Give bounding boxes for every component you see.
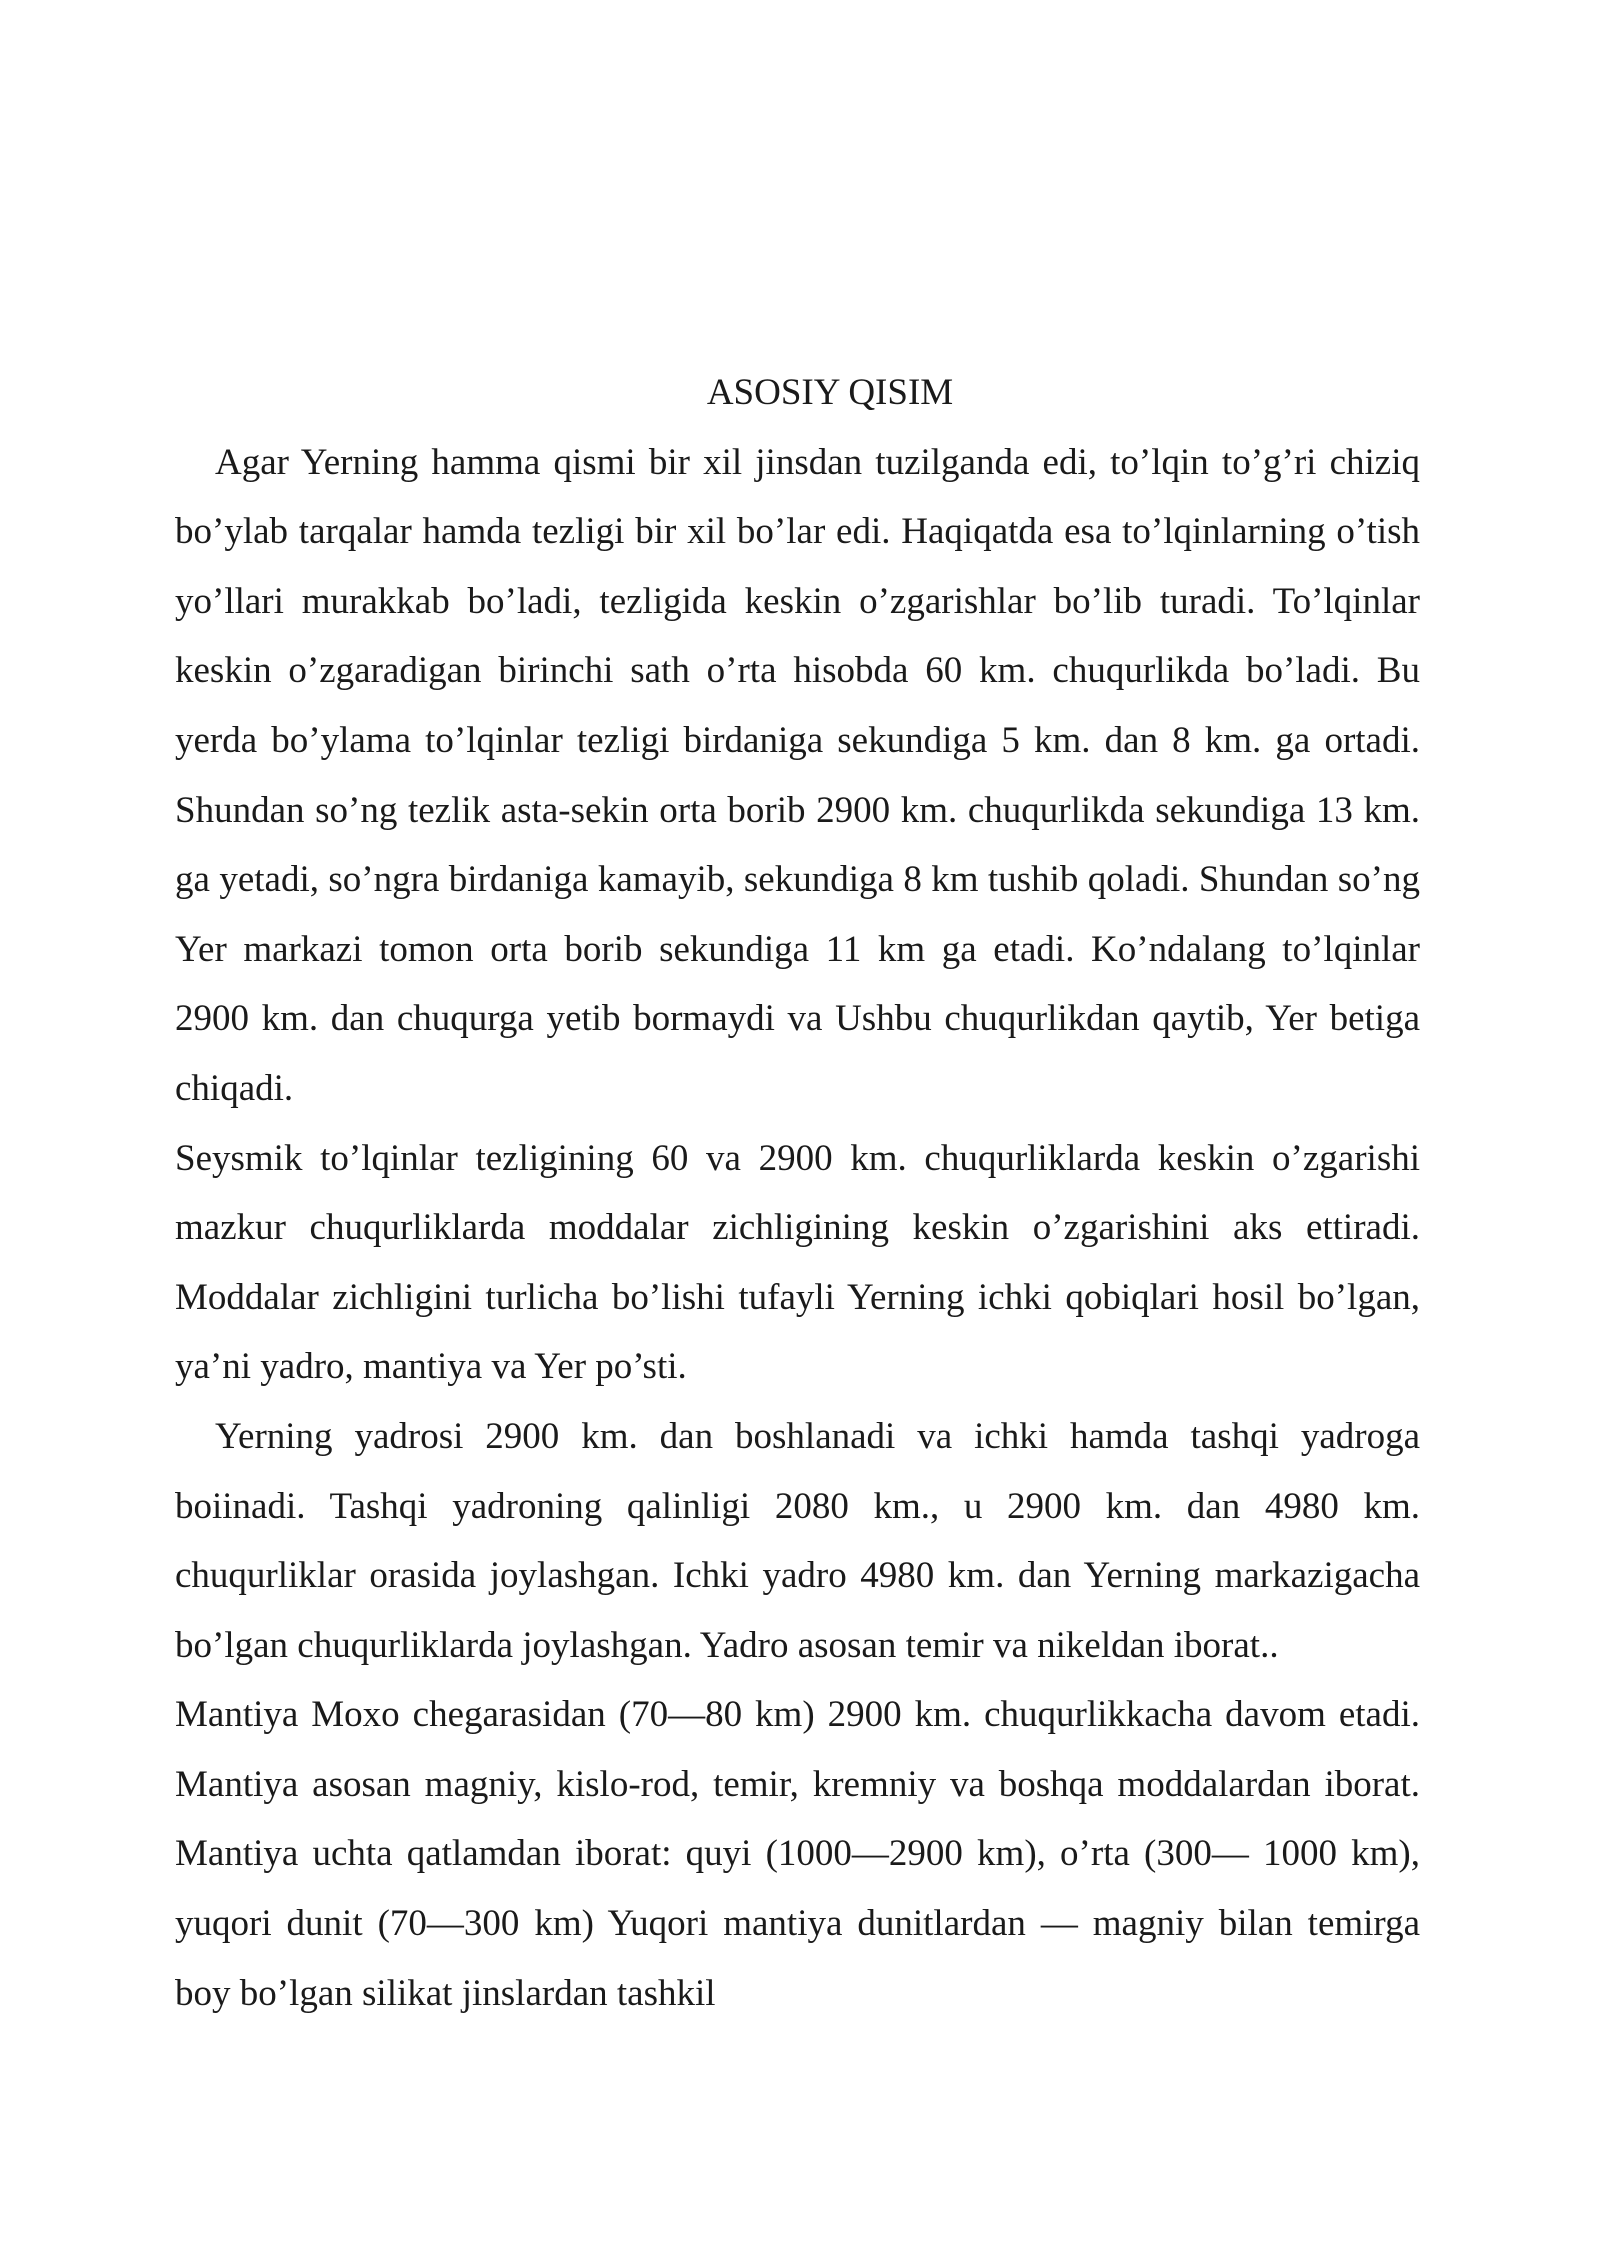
paragraph-seismic-density: Seysmik to’lqinlar tezligining 60 va 2900 km. chuqurliklarda keskin o’zgarishi mazkur chuqurliklarda moddalar zichligining keskin o’zgarishini aks ettiradi. Moddalar zichligini turlicha bo’lishi tufayli Yerning ichki qobiqlari hosil bo’lgan, ya’ni yadro, mantiya va Yer po’sti. <box>175 1137 1420 1388</box>
paragraph-mantle: Mantiya Moxo chegarasidan (70—80 km) 2900 km. chuqurlikkacha davom etadi. Mantiya asosan magniy, kislo-rod, temir, kremniy va boshqa moddalardan iborat. Mantiya uchta qatlamdan iborat: quyi (1000—2900 km), o’rta (300— 1000 km), yuqori dunit (70—300 km) Yuqori mantiya dunitlardan — magniy bilan temirga boy bo’lgan silikat jinslardan tashkil <box>175 1694 1420 2014</box>
paragraph-seismic-waves: Agar Yerning hamma qismi bir xil jinsdan tuzilganda edi, to’lqin to’g’ri chiziq bo’ylab tarqalar hamda tezligi bir xil bo’lar edi. Haqiqatda esa to’lqinlarning o’tish yo’llari murakkab bo’ladi, tezligida keskin o’zgarishlar bo’lib turadi. To’lqinlar keskin o’zgaradigan birinchi sath o’rta hisobda 60 km. chuqurlikda bo’ladi. Bu yerda bo’ylama to’lqinlar tezligi birdaniga sekundiga 5 km. dan 8 km. ga ortadi. Shundan so’ng tezlik asta-sekin orta borib 2900 km. chuqurlikda sekundiga 13 km. ga yetadi, so’ngra birdaniga kamayib, sekundiga 8 km tushib qoladi. Shundan so’ng Yer markazi tomon orta borib sekundiga 11 km ga etadi. Ko’ndalang to’lqinlar 2900 km. dan chuqurga yetib bormaydi va Ushbu chuqurlikdan qaytib, Yer betiga chiqadi. <box>175 441 1420 1109</box>
paragraph-core: Yerning yadrosi 2900 km. dan boshlanadi va ichki hamda tashqi yadroga boiinadi. Tashqi yadroning qalinligi 2080 km., u 2900 km. dan 4980 km. chuqurliklar orasida joylashgan. Ichki yadro 4980 km. dan Yerning markazigacha bo’lgan chuqurliklarda joylashgan. Yadro asosan temir va nikeldan iborat.. <box>175 1415 1420 1666</box>
document-body <box>175 358 1420 2028</box>
section-heading: ASOSIY QISIM <box>706 372 954 413</box>
